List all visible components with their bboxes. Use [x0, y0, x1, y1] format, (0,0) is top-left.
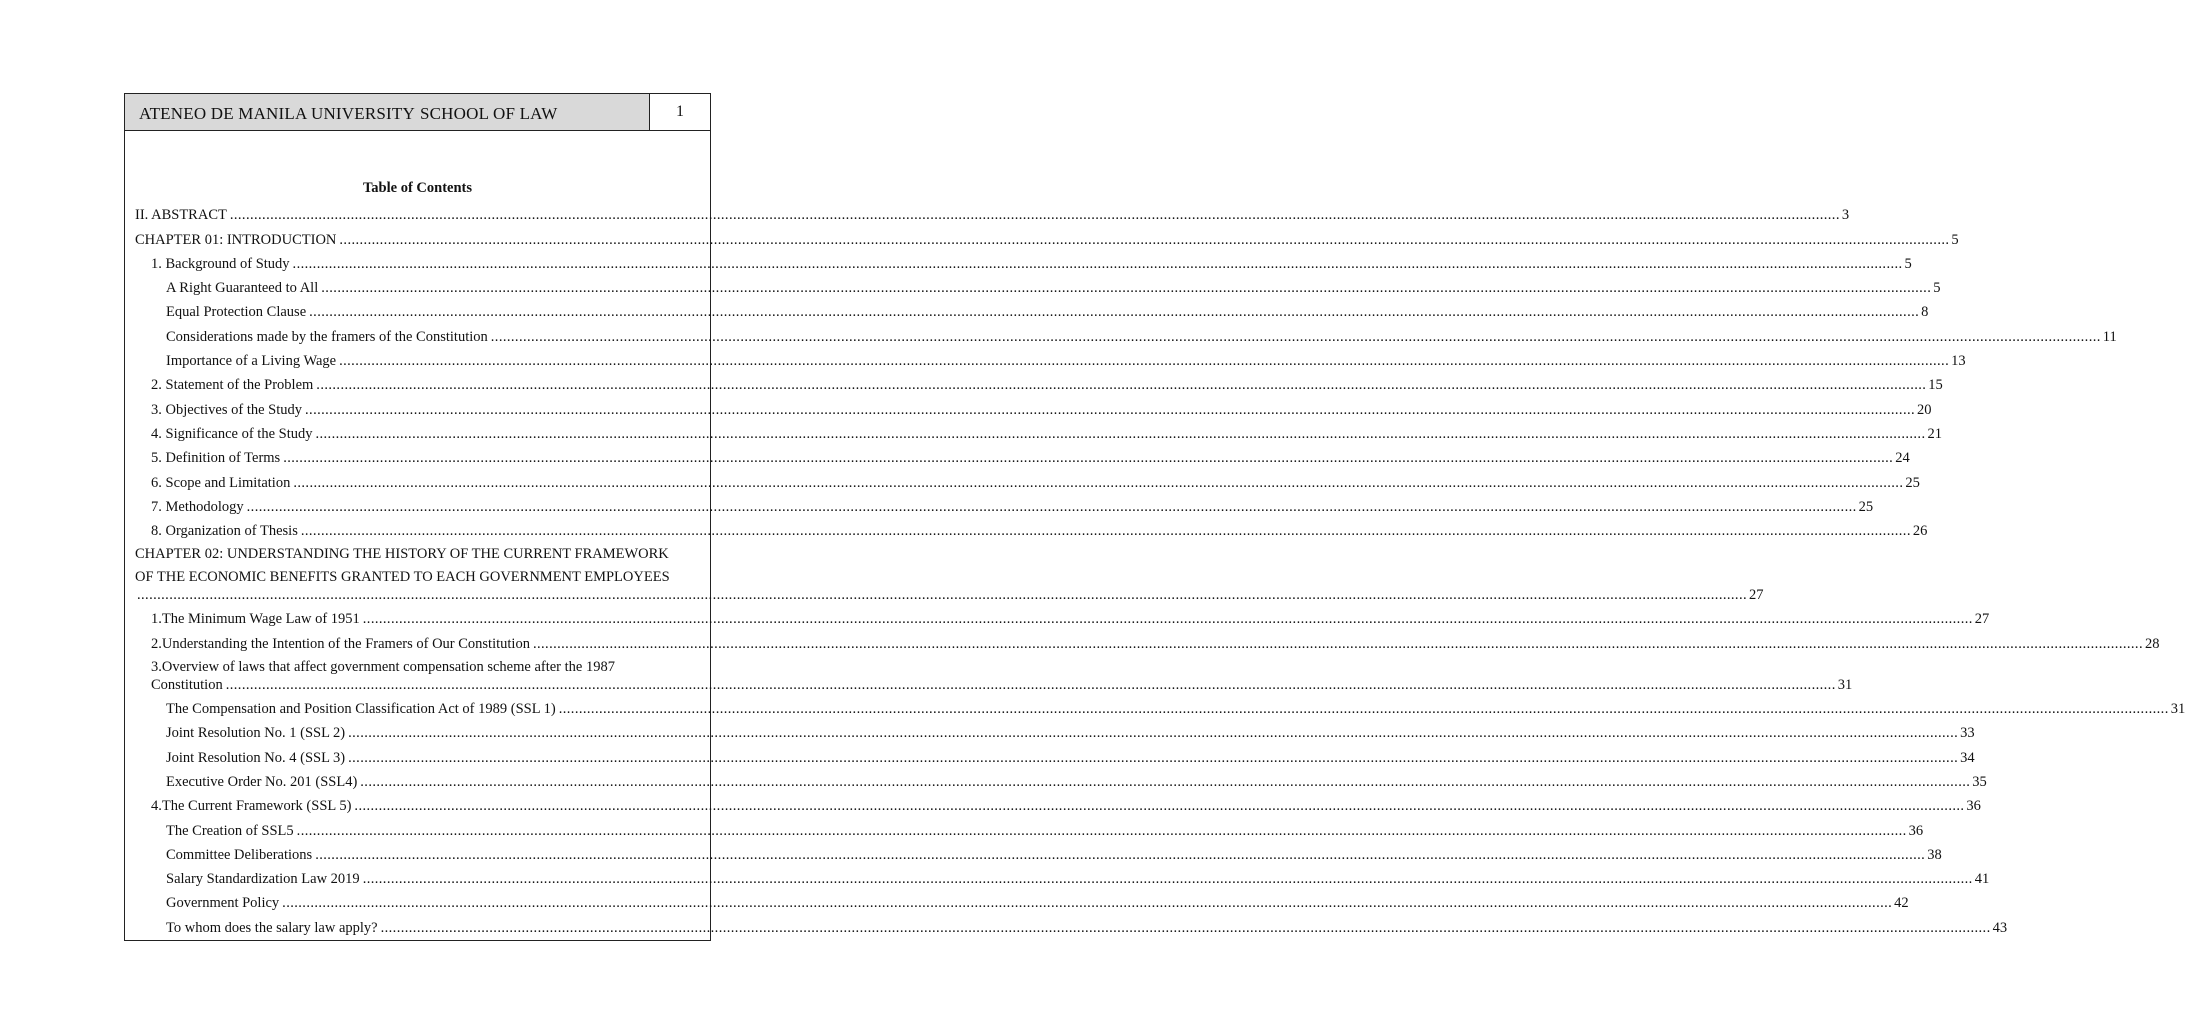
toc-entry-label: CHAPTER 02: UNDERSTANDING THE HISTORY OF THE CURRENT FRAMEWORK [135, 546, 669, 563]
toc-entry-page: 33 [1960, 725, 1975, 742]
dot-leader: ................................................................................................................................................................................................................................................................................................................................................................................................................ [282, 895, 1893, 912]
toc-entry[interactable] [135, 815, 1924, 839]
toc-entry-label: Government Policy [166, 895, 280, 912]
dot-leader: ................................................................................................................................................................................................................................................................................................................................................................................................................ [348, 725, 1959, 742]
toc-entry-page: 38 [1927, 846, 1942, 863]
toc-list [135, 200, 2185, 937]
toc-entry-label: Constitution [151, 676, 223, 693]
toc-entry-page: 13 [1951, 353, 1966, 370]
toc-entry[interactable] [135, 767, 1987, 791]
dot-leader: ................................................................................................................................................................................................................................................................................................................................................................................................................ [490, 328, 2101, 345]
toc-entry[interactable] [135, 912, 2008, 936]
toc-entry-label: Executive Order No. 201 (SSL4) [166, 773, 358, 790]
toc-entry-label: 1. Background of Study [151, 255, 290, 272]
toc-entry-label: To whom does the salary law apply? [166, 919, 378, 936]
toc-entry[interactable] [135, 604, 1990, 628]
toc-entry[interactable] [135, 443, 1910, 467]
dot-leader: ................................................................................................................................................................................................................................................................................................................................................................................................................ [558, 701, 2169, 718]
toc-entry[interactable] [135, 467, 1920, 491]
dot-leader: ................................................................................................................................................................................................................................................................................................................................................................................................................ [321, 280, 1932, 297]
toc-entry[interactable] [135, 200, 1850, 224]
toc-entry-page: 11 [2102, 328, 2117, 345]
dot-leader: ................................................................................................................................................................................................................................................................................................................................................................................................................ [137, 587, 1747, 604]
toc-entry-page: 21 [1927, 425, 1942, 442]
header-page-number: 1 [649, 94, 710, 130]
dot-leader: ................................................................................................................................................................................................................................................................................................................................................................................................................ [360, 773, 1971, 790]
toc-entry[interactable] [135, 718, 1975, 742]
dot-leader: ................................................................................................................................................................................................................................................................................................................................................................................................................ [305, 401, 1916, 418]
toc-entry[interactable] [135, 742, 1975, 766]
toc-entry[interactable] [135, 297, 1929, 321]
document-page-frame [124, 93, 2185, 941]
toc-entry[interactable] [135, 864, 1990, 888]
dot-leader: ................................................................................................................................................................................................................................................................................................................................................................................................................ [229, 207, 1840, 224]
toc-entry-page: 36 [1966, 798, 1981, 815]
toc-entry-page: 5 [1933, 280, 1941, 297]
toc-entry-page: 26 [1912, 523, 1928, 540]
toc-entry-page: 15 [1928, 377, 1943, 394]
toc-entry-label: Salary Standardization Law 2019 [166, 871, 360, 888]
toc-entry-label: 3.Overview of laws that affect government compensation scheme after the 1987 [151, 658, 615, 675]
toc-entry-label: The Compensation and Position Classification Act of 1989 (SSL 1) [166, 701, 556, 718]
toc-entry[interactable] [135, 273, 1941, 297]
toc-entry-label: 4.The Current Framework (SSL 5) [151, 798, 352, 815]
header-title [125, 94, 649, 130]
dot-leader: ................................................................................................................................................................................................................................................................................................................................................................................................................ [293, 474, 1904, 491]
dot-leader: ................................................................................................................................................................................................................................................................................................................................................................................................................ [316, 377, 1927, 394]
toc-entry-page: 36 [1908, 822, 1924, 839]
toc-entry-page: 5 [1904, 255, 1912, 272]
dot-leader: ................................................................................................................................................................................................................................................................................................................................................................................................................ [292, 255, 1903, 272]
toc-entry-label: Importance of a Living Wage [166, 353, 337, 370]
dot-leader: ................................................................................................................................................................................................................................................................................................................................................................................................................ [300, 523, 1911, 540]
toc-entry-page: 3 [1841, 207, 1850, 224]
toc-entry-page: 28 [2144, 635, 2160, 652]
toc-entry-label: Joint Resolution No. 1 (SSL 2) [166, 725, 346, 742]
toc-entry-page: 35 [1972, 773, 1987, 790]
toc-entry[interactable] [135, 492, 1874, 516]
toc-title: Table of Contents [362, 180, 473, 196]
toc-entry[interactable] [135, 791, 1981, 815]
toc-entry[interactable] [135, 249, 1912, 273]
school-name: SCHOOL OF LAW [419, 104, 558, 123]
dot-leader: ................................................................................................................................................................................................................................................................................................................................................................................................................ [315, 846, 1926, 863]
toc-entry[interactable] [135, 694, 2185, 718]
toc-entry[interactable] [135, 540, 1764, 604]
toc-entry-label: 4. Significance of the Study [151, 425, 313, 442]
toc-entry-label: 2. Statement of the Problem [151, 377, 314, 394]
toc-entry-label: The Creation of SSL5 [166, 822, 294, 839]
dot-leader: ................................................................................................................................................................................................................................................................................................................................................................................................................ [296, 822, 1907, 839]
toc-entry-page: 42 [1894, 895, 1909, 912]
toc-entry-label: 1.The Minimum Wage Law of 1951 [151, 611, 360, 628]
dot-leader: ................................................................................................................................................................................................................................................................................................................................................................................................................ [362, 611, 1973, 628]
toc-entry-page: 25 [1905, 474, 1920, 491]
toc-entry-page: 24 [1895, 450, 1910, 467]
toc-entry-label: 7. Methodology [151, 498, 244, 515]
toc-entry[interactable] [135, 653, 1853, 694]
dot-leader: ................................................................................................................................................................................................................................................................................................................................................................................................................ [348, 749, 1959, 766]
toc-entry[interactable] [135, 346, 1966, 370]
toc-entry-label: OF THE ECONOMIC BENEFITS GRANTED TO EACH GOVERNMENT EMPLOYEES [135, 569, 670, 586]
toc-entry[interactable] [135, 840, 1942, 864]
toc-entry-page: 43 [1992, 919, 2008, 936]
toc-entry[interactable] [135, 394, 1932, 418]
toc-entry-page: 8 [1921, 304, 1929, 321]
toc-entry-label: CHAPTER 01: INTRODUCTION [135, 231, 337, 248]
dot-leader: ................................................................................................................................................................................................................................................................................................................................................................................................................ [246, 498, 1857, 515]
toc-entry-label: Joint Resolution No. 4 (SSL 3) [166, 749, 346, 766]
toc-entry-page: 27 [1749, 587, 1764, 604]
toc-entry[interactable] [135, 628, 2160, 652]
toc-entry-label: A Right Guaranteed to All [166, 280, 319, 297]
dot-leader: ................................................................................................................................................................................................................................................................................................................................................................................................................ [339, 353, 1950, 370]
toc-entry[interactable] [135, 321, 2117, 345]
toc-entry-label: Committee Deliberations [166, 846, 313, 863]
dot-leader: ................................................................................................................................................................................................................................................................................................................................................................................................................ [225, 676, 1836, 693]
toc-entry[interactable] [135, 224, 1959, 248]
dot-leader: ................................................................................................................................................................................................................................................................................................................................................................................................................ [339, 231, 1950, 248]
dot-leader: ................................................................................................................................................................................................................................................................................................................................................................................................................ [380, 919, 1991, 936]
toc-entry-label: II. ABSTRACT [135, 207, 227, 224]
dot-leader: ................................................................................................................................................................................................................................................................................................................................................................................................................ [354, 798, 1965, 815]
dot-leader: ................................................................................................................................................................................................................................................................................................................................................................................................................ [283, 450, 1894, 467]
toc-entry-page: 20 [1917, 401, 1932, 418]
toc-entry-page: 34 [1960, 749, 1975, 766]
dot-leader: ................................................................................................................................................................................................................................................................................................................................................................................................................ [532, 635, 2143, 652]
toc-entry-label: 2.Understanding the Intention of the Framers of Our Constitution [151, 635, 530, 652]
toc-entry[interactable] [135, 419, 1942, 443]
toc-entry[interactable] [135, 888, 1909, 912]
toc-entry-label: 8. Organization of Thesis [151, 523, 298, 540]
dot-leader: ................................................................................................................................................................................................................................................................................................................................................................................................................ [362, 871, 1973, 888]
toc-entry-page: 5 [1951, 231, 1959, 248]
toc-entry-label: Equal Protection Clause [166, 304, 307, 321]
toc-entry-page: 31 [2170, 701, 2185, 718]
dot-leader: ................................................................................................................................................................................................................................................................................................................................................................................................................ [309, 304, 1920, 321]
toc-entry[interactable] [135, 516, 1928, 540]
toc-entry-page: 31 [1837, 676, 1853, 693]
toc-entry[interactable] [135, 370, 1943, 394]
toc-entry-page: 41 [1974, 871, 1990, 888]
toc-entry-label: 5. Definition of Terms [151, 450, 281, 467]
toc-entry-label: Considerations made by the framers of the Constitution [166, 328, 488, 345]
university-name: ATENEO DE MANILA UNIVERSITY [139, 104, 415, 123]
page-header [125, 94, 710, 131]
dot-leader: ................................................................................................................................................................................................................................................................................................................................................................................................................ [315, 425, 1926, 442]
toc-entry-page: 27 [1974, 611, 1990, 628]
toc-entry-label: 6. Scope and Limitation [151, 474, 291, 491]
toc-entry-page: 25 [1858, 498, 1874, 515]
toc-entry-label: 3. Objectives of the Study [151, 401, 303, 418]
